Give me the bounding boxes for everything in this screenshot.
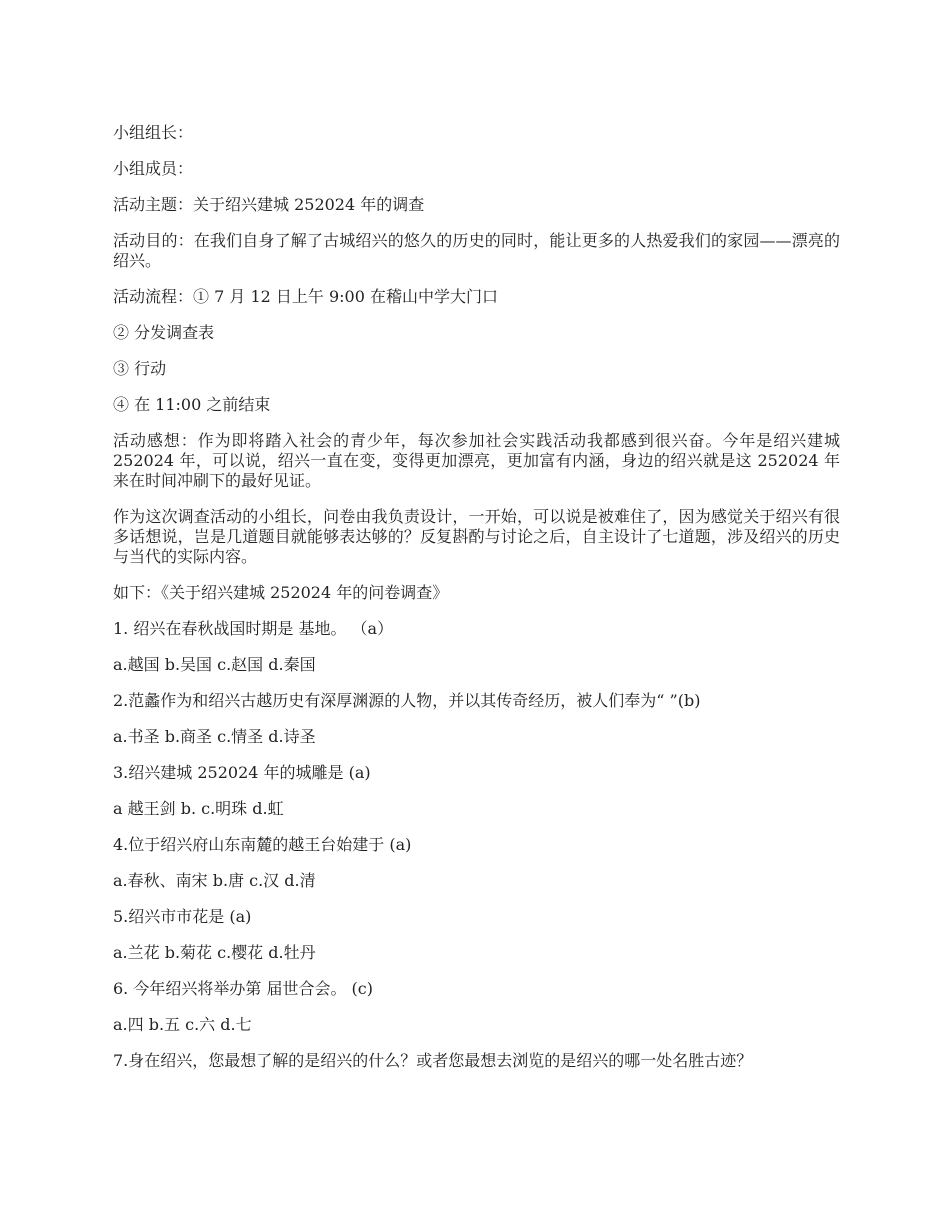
question-5: 5.绍兴市市花是 (a) <box>113 907 252 926</box>
survey-design-paragraph: 作为这次调查活动的小组长，问卷由我负责设计，一开始，可以说是被难住了，因为感觉关于绍兴有很多话想说，岂是几道题目就能够表达够的？反复斟酌与讨论之后，自主设计了七道题，涉及绍兴的历史与当代的实际内容。 <box>113 507 840 566</box>
activity-process-step-3: ③ 行动 <box>113 359 167 378</box>
group-leader-line: 小组组长： <box>113 123 194 142</box>
question-6-options: a.四 b.五 c.六 d.七 <box>113 1015 252 1034</box>
survey-title-line: 如下：《关于绍兴建城 252024 年的问卷调查》 <box>113 583 449 602</box>
group-members-line: 小组成员： <box>113 159 194 178</box>
activity-process-step-1: 活动流程：① 7 月 12 日上午 9:00 在稽山中学大门口 <box>113 287 498 306</box>
question-4-options: a.春秋、南宋 b.唐 c.汉 d.清 <box>113 871 316 890</box>
document-page <box>113 123 840 1087</box>
activity-reflection: 活动感想：作为即将踏入社会的青少年，每次参加社会实践活动我都感到很兴奋。今年是绍兴建城 252024 年，可以说，绍兴一直在变，变得更加漂亮，更加富有内涵，身边的绍兴就是这 252024 年来在时间冲刷下的最好见证。 <box>113 431 840 490</box>
activity-process-step-4: ④ 在 11:00 之前结束 <box>113 395 271 414</box>
question-7: 7.身在绍兴，您最想了解的是绍兴的什么？或者您最想去浏览的是绍兴的哪一处名胜古迹？ <box>113 1051 753 1070</box>
question-2-options: a.书圣 b.商圣 c.情圣 d.诗圣 <box>113 727 316 746</box>
question-3-options: a 越王剑 b. c.明珠 d.虹 <box>113 799 284 818</box>
activity-theme: 活动主题：关于绍兴建城 252024 年的调查 <box>113 195 425 214</box>
activity-purpose: 活动目的：在我们自身了解了古城绍兴的悠久的历史的同时，能让更多的人热爱我们的家园——漂亮的绍兴。 <box>113 231 840 270</box>
question-5-options: a.兰花 b.菊花 c.樱花 d.牡丹 <box>113 943 316 962</box>
question-1-options: a.越国 b.吴国 c.赵国 d.秦国 <box>113 655 316 674</box>
question-3: 3.绍兴建城 252024 年的城雕是 (a) <box>113 763 371 782</box>
question-1: 1. 绍兴在春秋战国时期是 基地。 （a） <box>113 619 394 638</box>
question-4: 4.位于绍兴府山东南麓的越王台始建于 (a) <box>113 835 412 854</box>
activity-process-step-2: ② 分发调查表 <box>113 323 215 342</box>
question-6: 6. 今年绍兴将举办第 届世合会。 (c) <box>113 979 373 998</box>
question-2: 2.范蠡作为和绍兴古越历史有深厚渊源的人物，并以其传奇经历，被人们奉为“ ”(b) <box>113 691 701 710</box>
